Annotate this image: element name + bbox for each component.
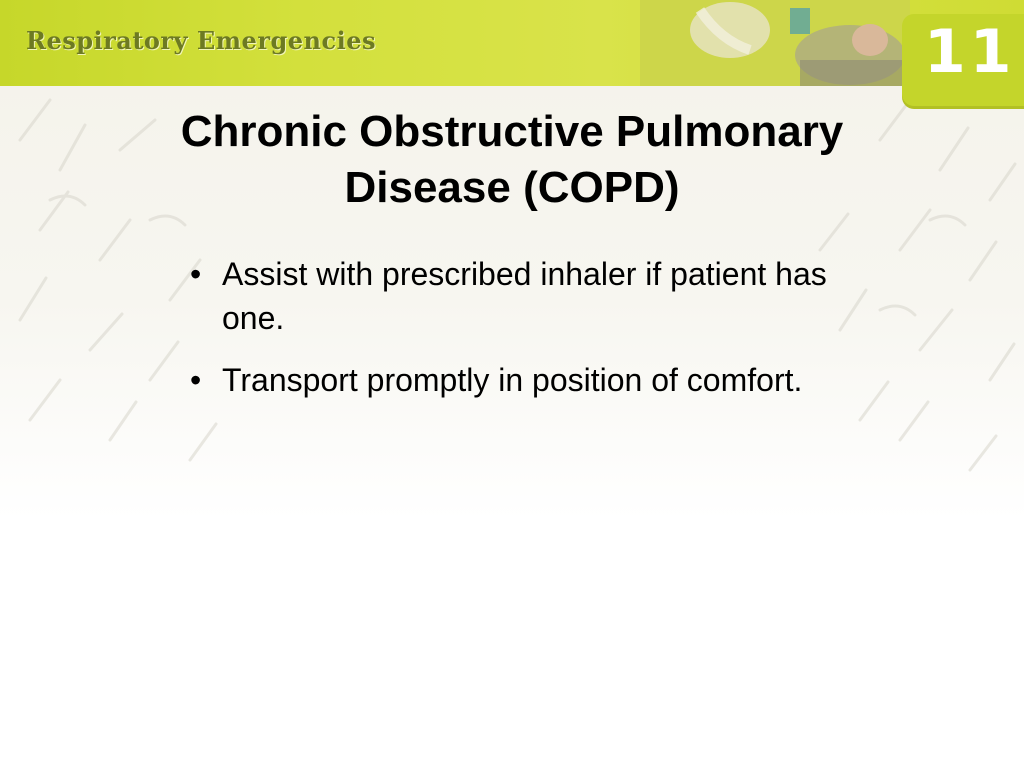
section-title: Respiratory Emergencies <box>26 26 376 55</box>
bullet-item: • Transport promptly in position of comfort. <box>188 358 888 402</box>
bullet-list <box>188 252 888 420</box>
bullet-item: • Assist with prescribed inhaler if patient has one. <box>188 252 832 340</box>
header-band <box>0 0 1024 86</box>
emergency-scene-image <box>640 0 910 86</box>
chapter-number: 11 <box>924 17 1016 87</box>
slide-title: Chronic Obstructive Pulmonary Disease (COPD) <box>180 107 844 212</box>
